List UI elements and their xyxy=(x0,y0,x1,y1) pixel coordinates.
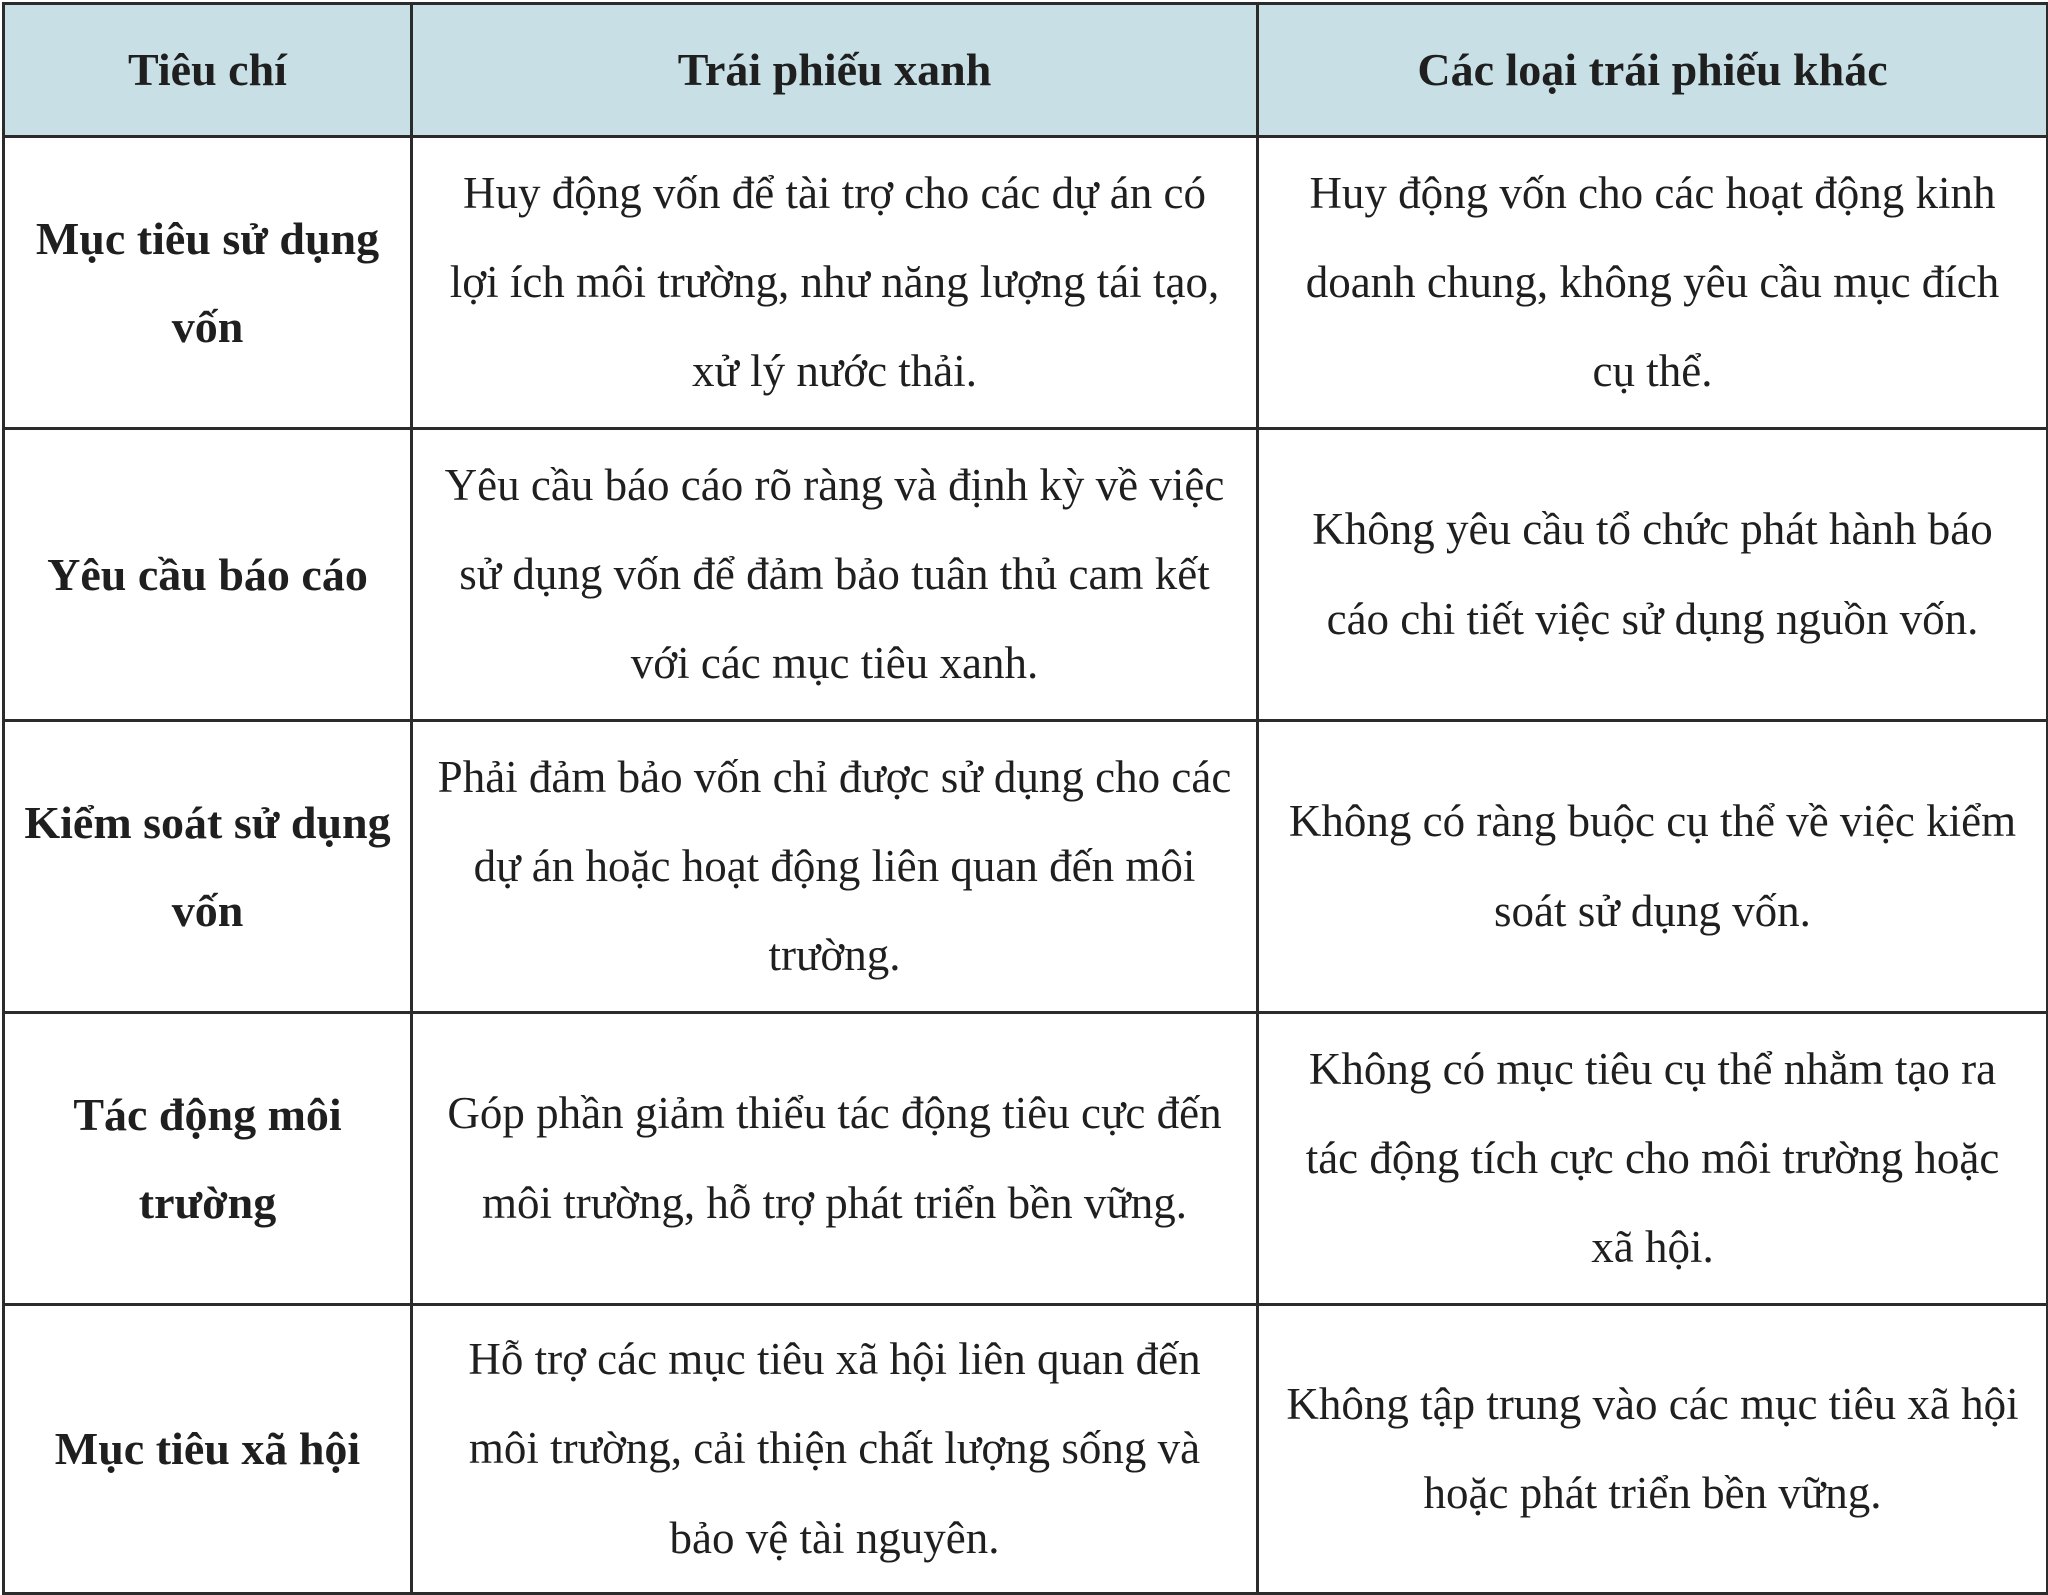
green-bond-cell: Huy động vốn để tài trợ cho các dự án có lợi ích môi trường, như năng lượng tái tạo, xử lý nước thải. xyxy=(412,137,1258,429)
green-bond-cell: Góp phần giảm thiểu tác động tiêu cực đến môi trường, hỗ trợ phát triển bền vững. xyxy=(412,1013,1258,1305)
other-bonds-cell: Không có mục tiêu cụ thể nhằm tạo ra tác động tích cực cho môi trường hoặc xã hội. xyxy=(1258,1013,2048,1305)
row-criterion-cell: Mục tiêu xã hội xyxy=(4,1305,412,1594)
table-row xyxy=(4,721,2048,1013)
other-bonds-cell: Huy động vốn cho các hoạt động kinh doanh chung, không yêu cầu mục đích cụ thể. xyxy=(1258,137,2048,429)
row-criterion-cell: Kiểm soát sử dụng vốn xyxy=(4,721,412,1013)
table-row xyxy=(4,1305,2048,1594)
green-bond-cell: Yêu cầu báo cáo rõ ràng và định kỳ về việc sử dụng vốn để đảm bảo tuân thủ cam kết với các mục tiêu xanh. xyxy=(412,429,1258,721)
row-criterion-cell: Tác động môi trường xyxy=(4,1013,412,1305)
table-body xyxy=(4,137,2048,1594)
table-header xyxy=(4,4,2048,137)
header-row xyxy=(4,4,2048,137)
row-criterion-cell: Mục tiêu sử dụng vốn xyxy=(4,137,412,429)
header-green-bond: Trái phiếu xanh xyxy=(412,4,1258,137)
comparison-table xyxy=(2,2,2048,1595)
other-bonds-cell: Không tập trung vào các mục tiêu xã hội hoặc phát triển bền vững. xyxy=(1258,1305,2048,1594)
green-bond-cell: Phải đảm bảo vốn chỉ được sử dụng cho các dự án hoặc hoạt động liên quan đến môi trường. xyxy=(412,721,1258,1013)
green-bond-cell: Hỗ trợ các mục tiêu xã hội liên quan đến môi trường, cải thiện chất lượng sống và bảo vệ tài nguyên. xyxy=(412,1305,1258,1594)
table-row xyxy=(4,137,2048,429)
header-other-bonds: Các loại trái phiếu khác xyxy=(1258,4,2048,137)
table-row xyxy=(4,1013,2048,1305)
header-criterion: Tiêu chí xyxy=(4,4,412,137)
row-criterion-cell: Yêu cầu báo cáo xyxy=(4,429,412,721)
other-bonds-cell: Không có ràng buộc cụ thể về việc kiểm soát sử dụng vốn. xyxy=(1258,721,2048,1013)
table-row xyxy=(4,429,2048,721)
other-bonds-cell: Không yêu cầu tổ chức phát hành báo cáo chi tiết việc sử dụng nguồn vốn. xyxy=(1258,429,2048,721)
